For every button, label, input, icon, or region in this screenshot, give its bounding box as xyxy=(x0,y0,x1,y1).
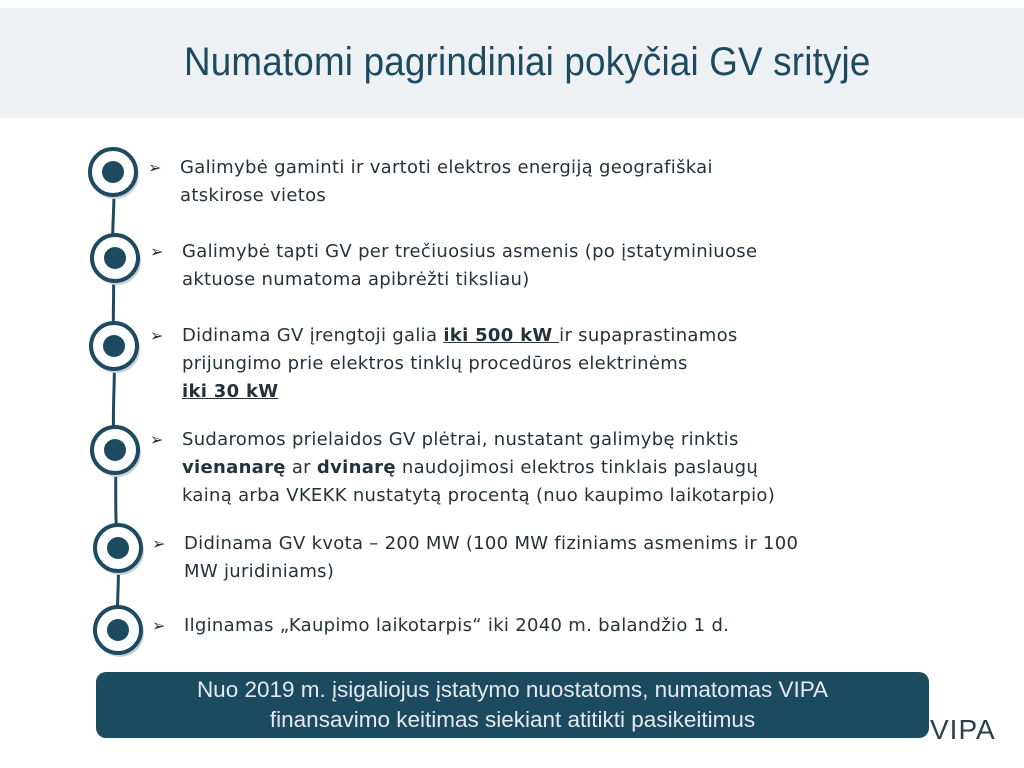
list-item: ➢ Galimybė tapti GV per trečiuosius asmenis (po įstatyminiuose aktuose numatoma apibrėžti tiksliau) xyxy=(150,238,757,294)
arrow-bullet-icon: ➢ xyxy=(150,242,164,261)
list-item: ➢ Ilginamas „Kaupimo laikotarpis“ iki 2040 m. balandžio 1 d. xyxy=(152,612,729,640)
arrow-bullet-icon: ➢ xyxy=(148,158,162,177)
timeline-node-icon xyxy=(91,323,140,373)
timeline-node-icon xyxy=(92,235,141,285)
timeline-node-icon xyxy=(92,427,141,477)
timeline-node-icon xyxy=(95,525,144,575)
summary-banner: Nuo 2019 m. įsigaliojus įstatymo nuostatoms, numatomas VIPA finansavimo keitimas siekiant atitikti pasikeitimus xyxy=(96,672,929,738)
timeline-node-icon xyxy=(90,149,139,199)
list-item: ➢ Galimybė gaminti ir vartoti elektros energiją geografiškai atskirose vietos xyxy=(148,154,713,210)
vipa-logo: VIPA xyxy=(930,714,996,745)
arrow-bullet-icon: ➢ xyxy=(152,534,166,553)
arrow-bullet-icon: ➢ xyxy=(152,616,166,635)
list-item: ➢ Sudaromos prielaidos GV plėtrai, nustatant galimybę rinktis vienanarę ar dvinarę naudojimosi elektros tinklais paslaugų kainą arba VKEKK nustatytą procentą (nuo kaupimo laikotarpio) xyxy=(150,426,775,510)
timeline-node-icon xyxy=(95,607,144,657)
arrow-bullet-icon: ➢ xyxy=(150,430,164,449)
list-item: ➢ Didinama GV kvota – 200 MW (100 MW fiziniams asmenims ir 100 MW juridiniams) xyxy=(152,530,798,586)
page-title: Numatomi pagrindiniai pokyčiai GV srityje xyxy=(184,40,871,84)
list-item: ➢ Didinama GV įrengtoji galia iki 500 kW ir supaprastinamos prijungimo prie elektros tinklų procedūros elektrinėms iki 30 kW xyxy=(150,322,738,406)
arrow-bullet-icon: ➢ xyxy=(150,326,164,345)
